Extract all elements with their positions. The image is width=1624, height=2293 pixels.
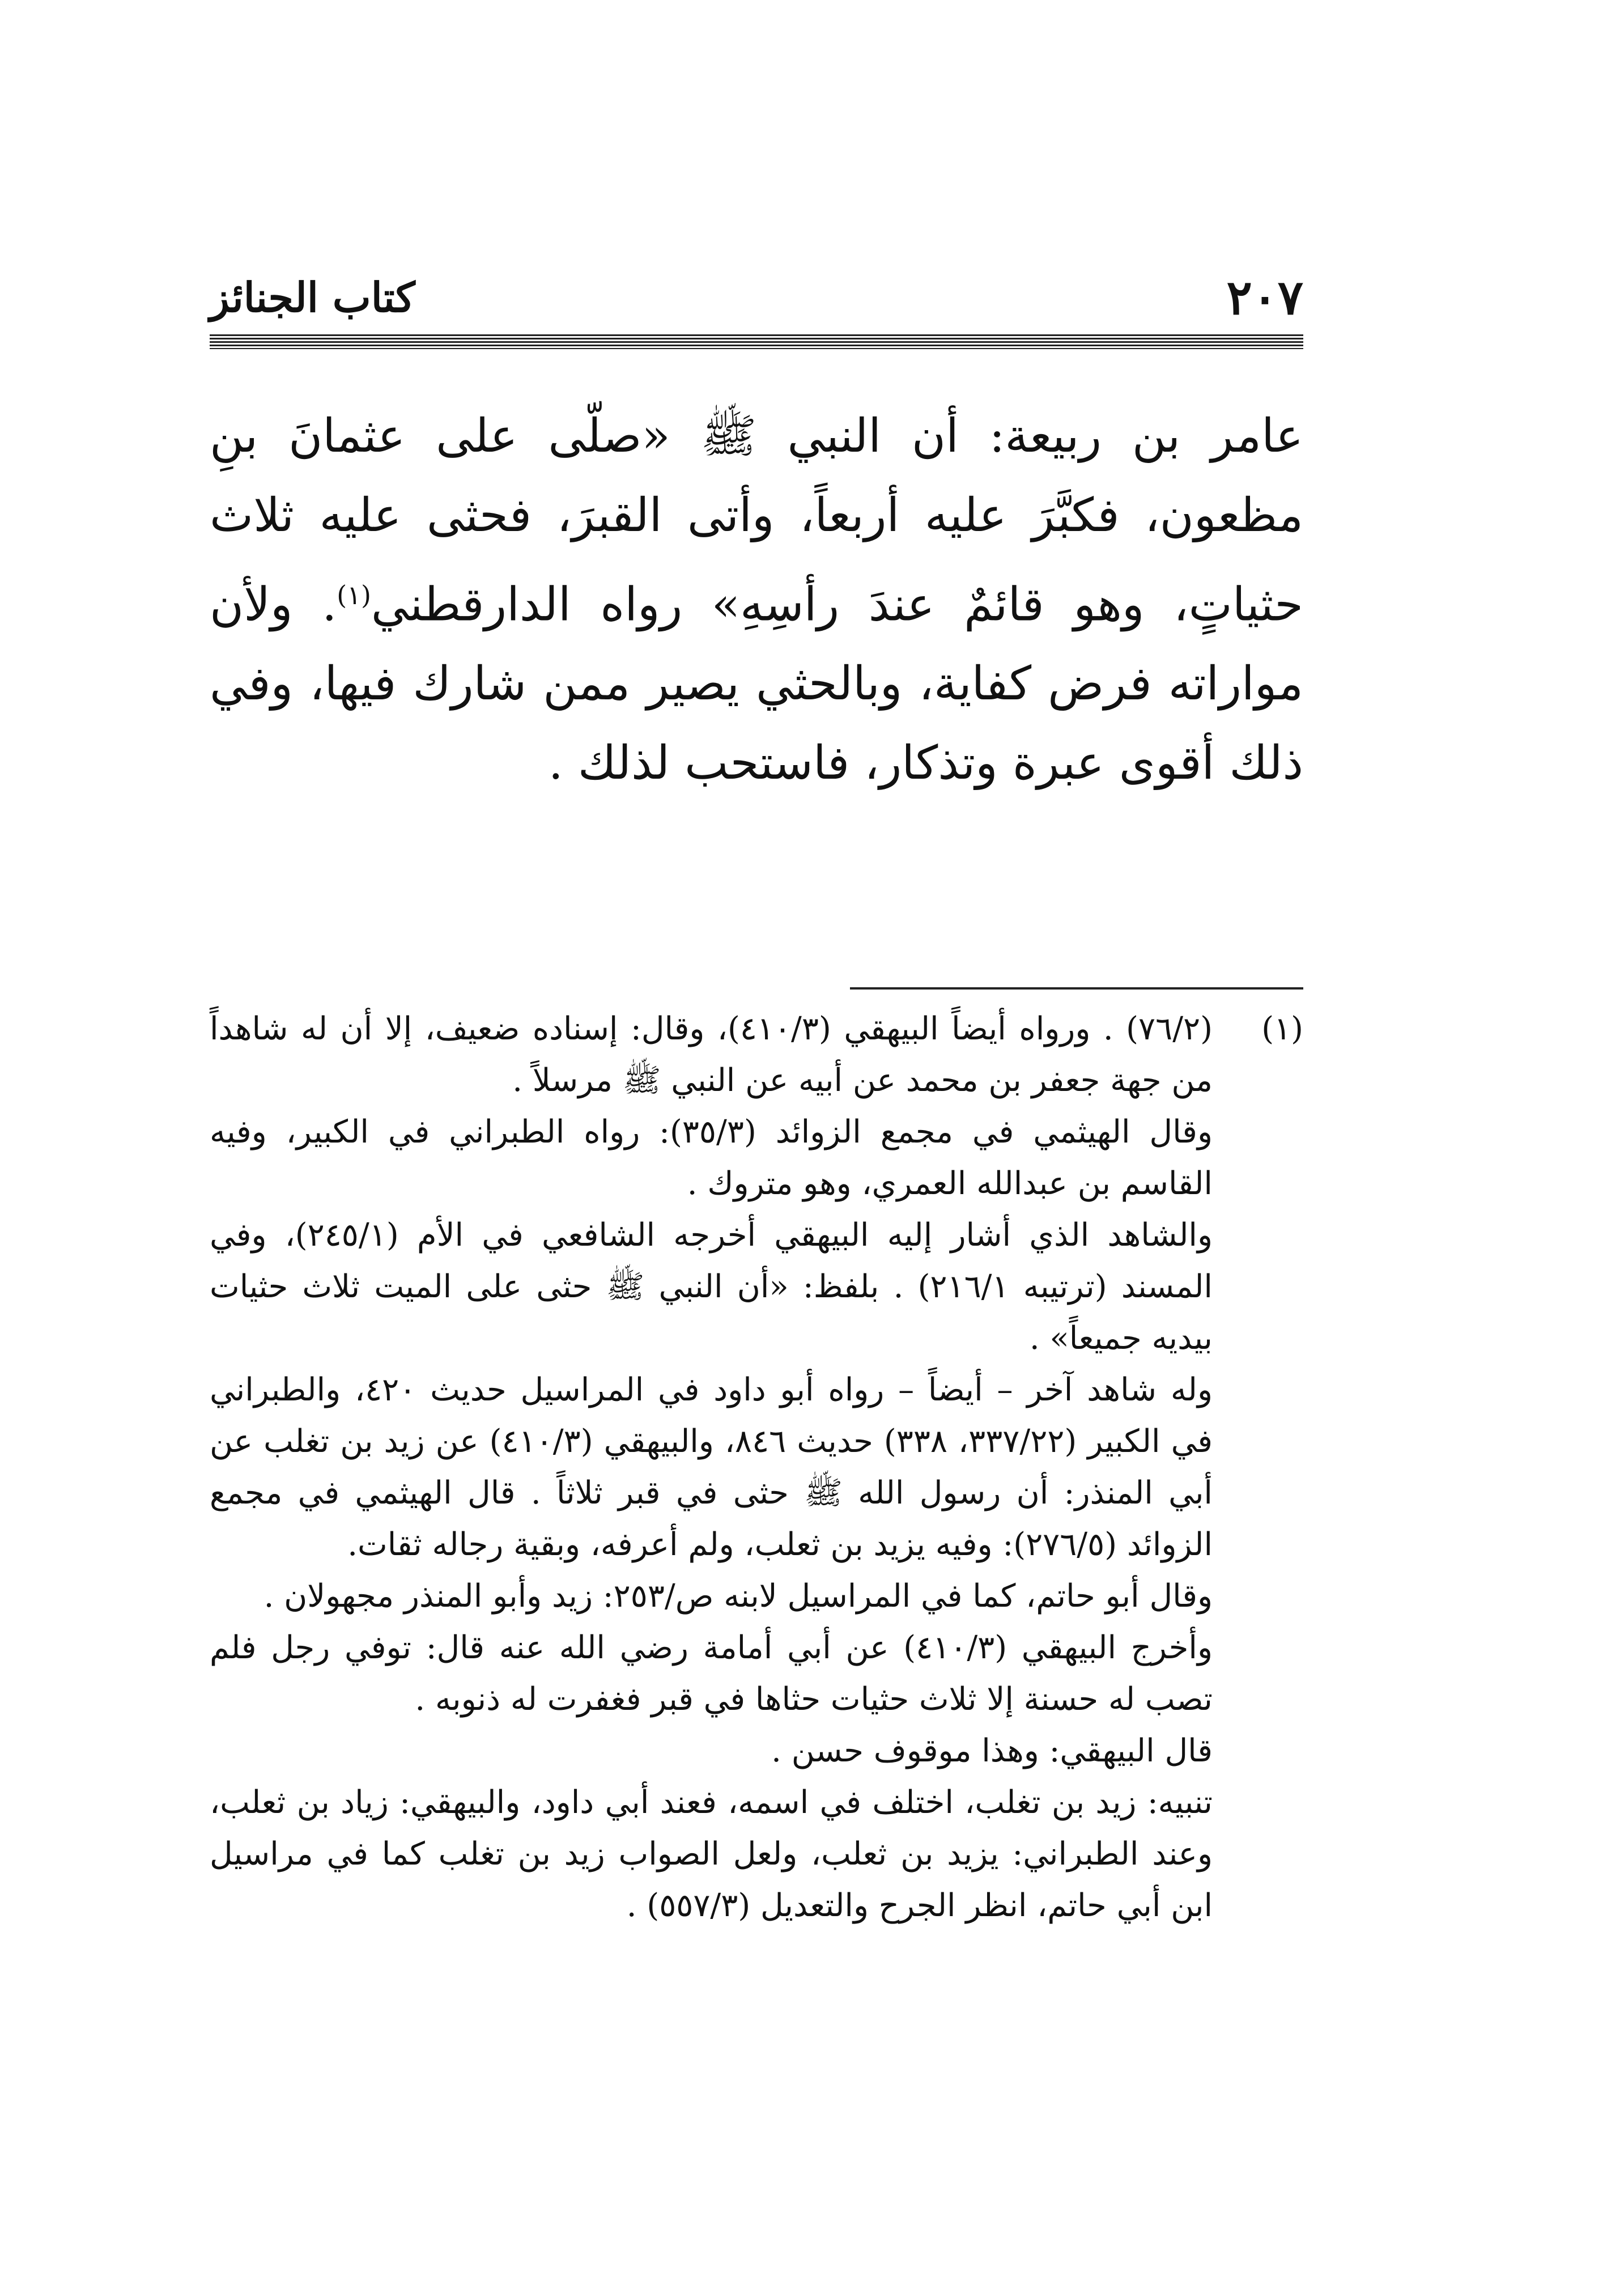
main-text-before-note: عامر بن ربيعة: أن النبي ﷺ «صلّى على عثمانَ بنِ مظعون، فكبَّرَ عليه أربعاً، وأتى القبرَ، فحثى عليه ثلاث حثياتٍ، وهو قائمٌ عندَ رأسِهِ» رواه الدارقطني: [210, 409, 1303, 632]
footnote-paragraph: قال البيهقي: وهذا موقوف حسن .: [771, 1733, 1213, 1769]
footnotes: [210, 1003, 1303, 1931]
page-number: ٢٠٧: [1226, 269, 1303, 325]
footnote-marker: (١): [1261, 1010, 1303, 1047]
footnote-1: [210, 1003, 1303, 1931]
footnote-paragraph: وقال أبو حاتم، كما في المراسيل لابنه ص/٢٥٣: زيد وأبو المنذر مجهولان .: [263, 1578, 1213, 1615]
main-paragraph: [210, 397, 1303, 803]
header-rule: [210, 334, 1303, 349]
main-text: [210, 397, 1303, 803]
footnote-rule: [850, 987, 1303, 990]
footnote-paragraph: تنبيه: زيد بن تغلب، اختلف في اسمه، فعند أبي داود، والبيهقي: زياد بن ثعلب، وعند الطبراني: يزيد بن ثعلب، ولعل الصواب زيد بن تغلب كما في مراسيل ابن أبي حاتم، انظر الجرح والتعديل (٥٥٧/٣) .: [210, 1784, 1213, 1924]
footnote-paragraph: وقال الهيثمي في مجمع الزوائد (٣٥/٣): رواه الطبراني في الكبير، وفيه القاسم بن عبدالله العمري، وهو متروك .: [210, 1114, 1213, 1202]
footnote-paragraph: (٧٦/٢) . ورواه أيضاً البيهقي (٤١٠/٣)، وقال: إسناده ضعيف، إلا أن له شاهداً من جهة جعفر بن محمد عن أبيه عن النبي ﷺ مرسلاً .: [210, 1010, 1213, 1099]
page-header: [210, 266, 1303, 329]
footnote-paragraph: وله شاهد آخر – أيضاً – رواه أبو داود في المراسيل حديث ٤٢٠، والطبراني في الكبير (٣٣٧/٢٢، ٣٣٨) حديث ٨٤٦، والبيهقي (٤١٠/٣) عن زيد بن تغلب عن أبي المنذر: أن رسول الله ﷺ حثى في قبر ثلاثاً . قال الهيثمي في مجمع الزوائد (٢٧٦/٥): وفيه يزيد بن ثعلب، ولم أعرفه، وبقية رجاله ثقات.: [210, 1371, 1213, 1563]
footnote-paragraph: وأخرج البيهقي (٤١٠/٣) عن أبي أمامة رضي الله عنه قال: توفي رجل فلم تصب له حسنة إلا ثلاث حثيات حثاها في قبر فغفرت له ذنوبه .: [210, 1629, 1213, 1718]
main-text-after-note: . ولأن مواراته فرض كفاية، وبالحثي يصير ممن شارك فيها، وفي ذلك أقوى عبرة وتذكار، فاستحب لذلك .: [210, 578, 1303, 791]
running-title: كتاب الجنائز: [210, 273, 415, 321]
footnote-reference: (١): [337, 580, 371, 610]
footnote-paragraph: والشاهد الذي أشار إليه البيهقي أخرجه الشافعي في الأم (٢٤٥/١)، وفي المسند (ترتيبه ٢١٦/١) . بلفظ: «أن النبي ﷺ حثى على الميت ثلاث حثيات بيديه جميعاً» .: [210, 1217, 1213, 1357]
